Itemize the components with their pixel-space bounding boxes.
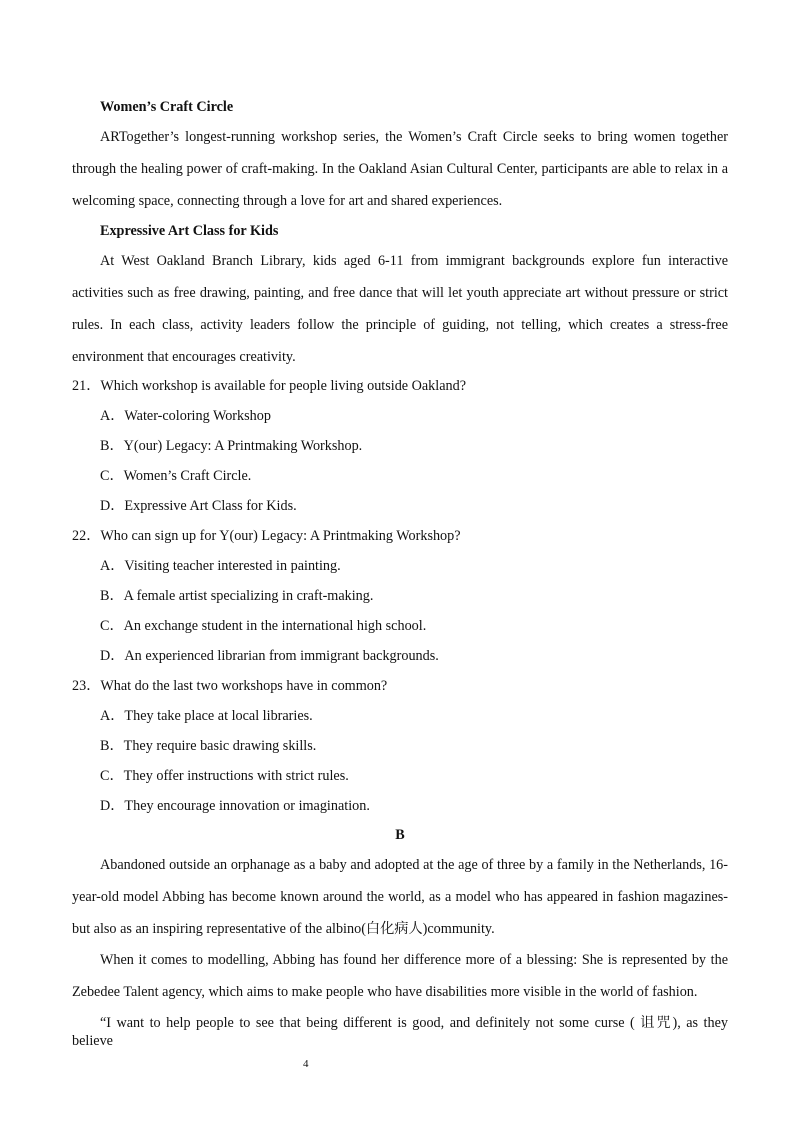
kids-para-line-1: At West Oakland Branch Library, kids aged 6-11 from immigrant backgrounds explore fun interactive [100, 253, 728, 269]
question-23-option-d: D．They encourage innovation or imagination. [100, 798, 370, 814]
question-21-option-c: C．Women’s Craft Circle. [100, 468, 252, 484]
b-para2-line-1: When it comes to modelling, Abbing has found her difference more of a blessing: She is represented by the [100, 952, 728, 968]
craft-para-line-3: welcoming space, connecting through a love for art and shared experiences. [72, 193, 503, 209]
b-para1-line-1: Abandoned outside an orphanage as a baby and adopted at the age of three by a family in the Netherlands, 16- [100, 857, 728, 873]
b-para1-line-3: but also as an inspiring representative of the albino(白化病人)community. [72, 921, 495, 937]
question-22-option-d: D．An experienced librarian from immigrant backgrounds. [100, 648, 439, 664]
b-para3-line-1: “I want to help people to see that being different is good, and definitely not some curse ( 诅咒), as they believe [72, 1015, 728, 1049]
kids-para-line-3: rules. In each class, activity leaders follow the principle of guiding, not telling, which creates a stress-free [72, 317, 728, 333]
question-21-stem: 21．Which workshop is available for people living outside Oakland? [72, 378, 467, 394]
craft-para-line-1: ARTogether’s longest-running workshop series, the Women’s Craft Circle seeks to bring women together [100, 129, 728, 145]
kids-para-line-2: activities such as free drawing, painting, and free dance that will let youth appreciate art without pressure or strict [72, 285, 728, 301]
question-21-option-d: D．Expressive Art Class for Kids. [100, 498, 297, 514]
question-23-option-a: A．They take place at local libraries. [100, 708, 313, 724]
question-23-option-b: B．They require basic drawing skills. [100, 738, 317, 754]
section-b-heading: B [395, 827, 405, 843]
question-23-option-c: C．They offer instructions with strict rules. [100, 768, 349, 784]
section-heading-craft-circle: Women’s Craft Circle [100, 99, 234, 115]
section-heading-art-class-kids: Expressive Art Class for Kids [100, 223, 279, 239]
b-para2-line-2: Zebedee Talent agency, which aims to make people who have disabilities more visible in the world of fashion. [72, 984, 698, 1000]
question-23-stem: 23．What do the last two workshops have in common? [72, 678, 388, 694]
question-22-option-c: C．An exchange student in the international high school. [100, 618, 427, 634]
question-22-option-b: B．A female artist specializing in craft-making. [100, 588, 374, 604]
question-22-stem: 22．Who can sign up for Y(our) Legacy: A Printmaking Workshop? [72, 528, 461, 544]
craft-para-line-2: through the healing power of craft-making. In the Oakland Asian Cultural Center, participants are able to relax in a [72, 161, 728, 177]
question-22-option-a: A．Visiting teacher interested in painting. [100, 558, 341, 574]
question-21-option-a: A．Water-coloring Workshop [100, 408, 271, 424]
kids-para-line-4: environment that encourages creativity. [72, 349, 296, 365]
page-number: 4 [303, 1058, 309, 1070]
b-para1-line-2: year-old model Abbing has become known around the world, as a model who has appeared in fashion magazines- [72, 889, 728, 905]
question-21-option-b: B．Y(our) Legacy: A Printmaking Workshop. [100, 438, 363, 454]
